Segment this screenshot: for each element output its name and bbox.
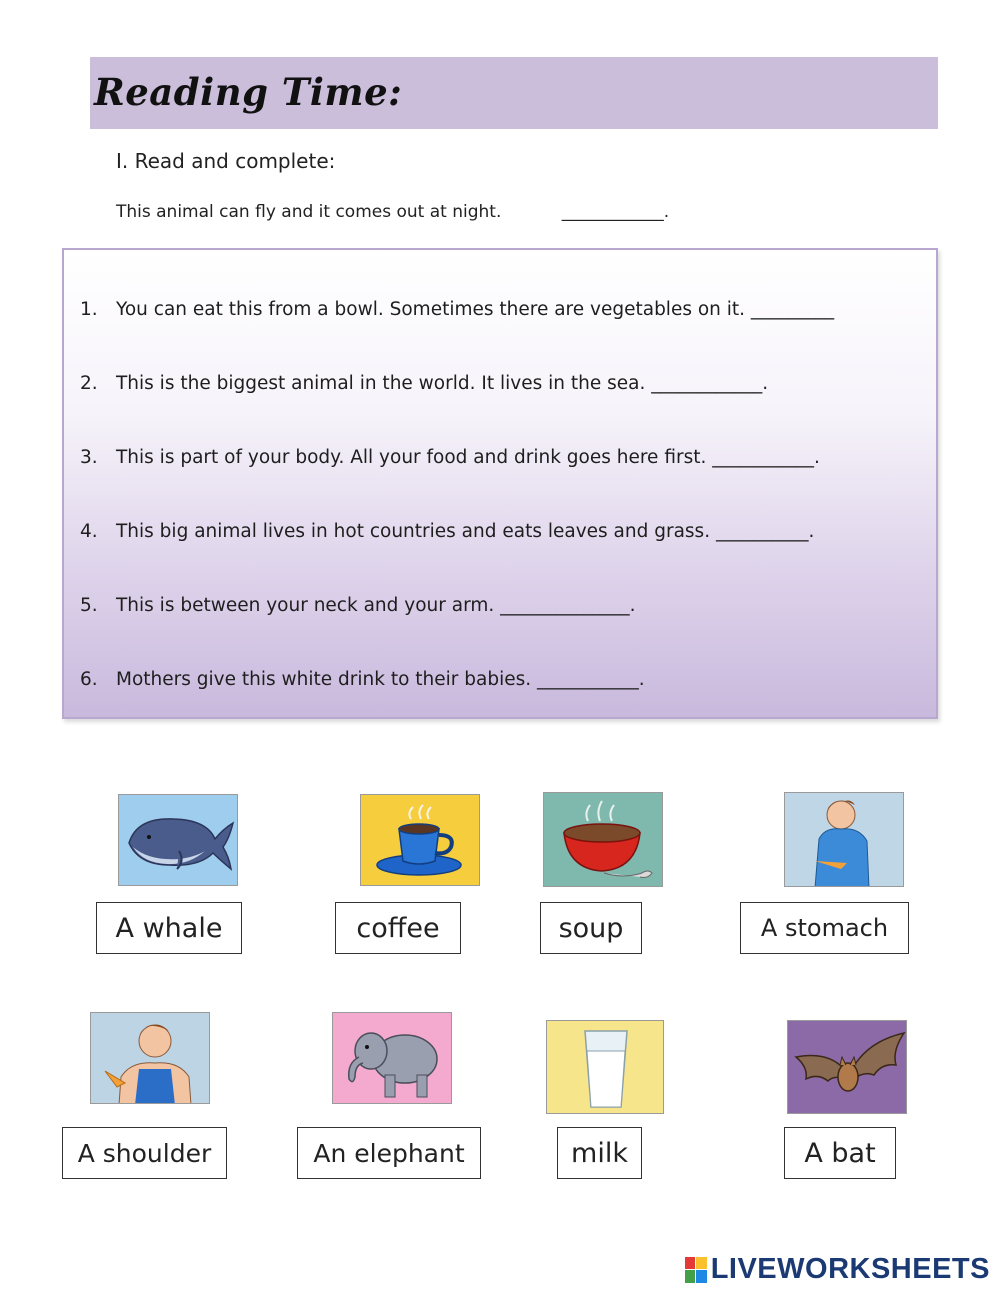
- question-4[interactable]: [80, 521, 814, 542]
- answer-whale[interactable]: A whale: [96, 902, 242, 954]
- question-number: 3.: [80, 447, 98, 468]
- question-text: This is between your neck and your arm. ______________.: [116, 595, 636, 616]
- question-number: 1.: [80, 299, 98, 320]
- answer-milk[interactable]: milk: [557, 1127, 642, 1179]
- elephant-image: [332, 1012, 452, 1104]
- bat-image: [787, 1020, 907, 1114]
- question-5[interactable]: [80, 595, 636, 616]
- coffee-image: [360, 794, 480, 886]
- example-sentence: [116, 202, 669, 222]
- question-number: 5.: [80, 595, 98, 616]
- question-text: You can eat this from a bowl. Sometimes there are vegetables on it. _________: [116, 299, 835, 320]
- question-number: 4.: [80, 521, 98, 542]
- question-text: Mothers give this white drink to their babies. ___________.: [116, 669, 645, 690]
- question-3[interactable]: [80, 447, 820, 468]
- example-blank[interactable]: ____________.: [561, 202, 670, 222]
- whale-image: [118, 794, 238, 886]
- shoulder-image: [90, 1012, 210, 1104]
- page-title: Reading Time:: [94, 70, 403, 114]
- instruction-heading: I. Read and complete:: [116, 149, 336, 173]
- soup-image: [543, 792, 663, 887]
- question-1[interactable]: [80, 299, 834, 320]
- question-text: This is the biggest animal in the world. It lives in the sea. ____________.: [116, 373, 769, 394]
- logo-mark-icon: [685, 1257, 707, 1283]
- logo-text: LIVEWORKSHEETS: [710, 1253, 990, 1285]
- question-2[interactable]: [80, 373, 768, 394]
- milk-image: [546, 1020, 664, 1114]
- answer-soup[interactable]: soup: [540, 902, 642, 954]
- example-text: This animal can fly and it comes out at night.: [116, 202, 502, 222]
- question-6[interactable]: [80, 669, 645, 690]
- answer-elephant[interactable]: An elephant: [297, 1127, 481, 1179]
- liveworksheets-logo: [685, 1253, 990, 1286]
- stomach-image: [784, 792, 904, 887]
- question-number: 6.: [80, 669, 98, 690]
- answer-shoulder[interactable]: A shoulder: [62, 1127, 227, 1179]
- question-text: This is part of your body. All your food and drink goes here first. ___________.: [116, 447, 820, 468]
- answer-stomach[interactable]: A stomach: [740, 902, 909, 954]
- question-text: This big animal lives in hot countries and eats leaves and grass. __________.: [116, 521, 815, 542]
- question-number: 2.: [80, 373, 98, 394]
- answer-bat[interactable]: A bat: [784, 1127, 896, 1179]
- answer-coffee[interactable]: coffee: [335, 902, 461, 954]
